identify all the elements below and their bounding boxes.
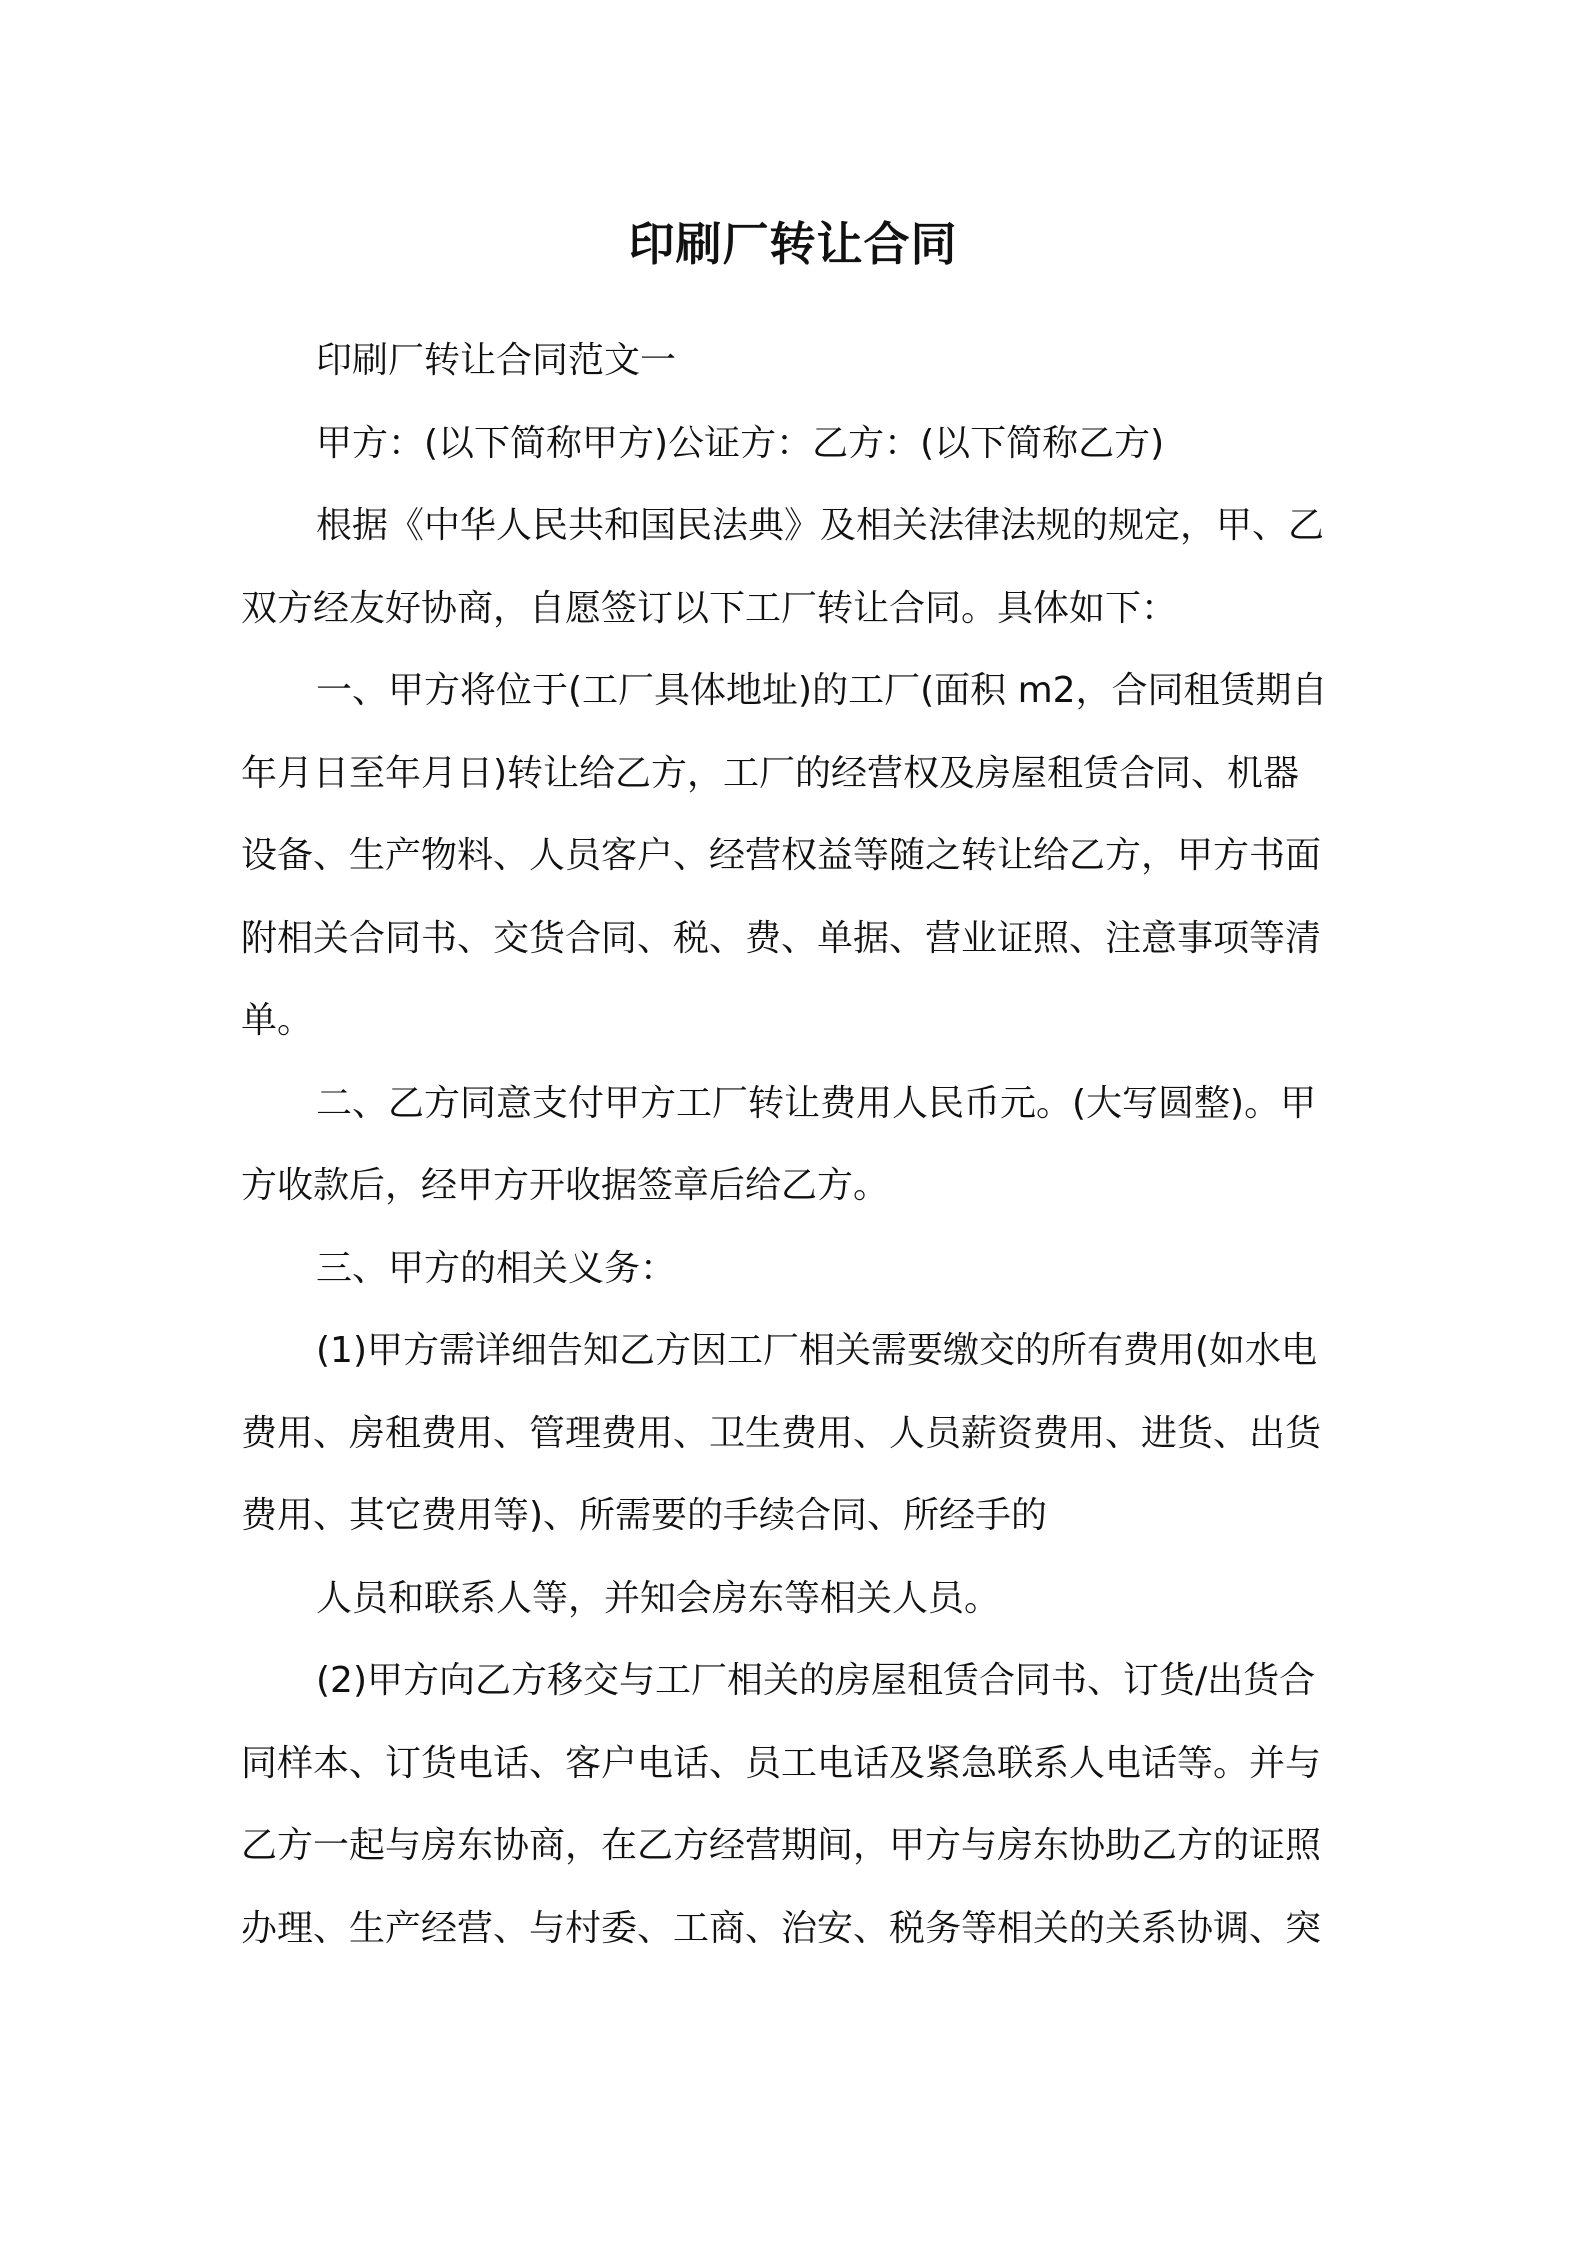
clause-1-paragraph bbox=[241, 650, 1361, 1063]
clause-3-2-paragraph bbox=[241, 1640, 1361, 1970]
clause-heading: 三、甲方的相关义务： bbox=[316, 1247, 677, 1289]
paragraph-line: 根据《中华人民共和国民法典》及相关法律法规的规定，甲、乙 bbox=[316, 505, 1325, 546]
clause-3-1-paragraph bbox=[241, 1310, 1361, 1558]
paragraph-line: 乙方一起与房东协商，在乙方经营期间，甲方与房东协助乙方的证照 bbox=[241, 1825, 1322, 1866]
paragraph-line: (2)甲方向乙方移交与工厂相关的房屋租赁合同书、订货/出货合 bbox=[316, 1660, 1316, 1701]
clause-2-paragraph bbox=[241, 1063, 1361, 1228]
subtitle-paragraph bbox=[241, 320, 1361, 403]
paragraph-line: 年月日至年月日)转让给乙方，工厂的经营权及房屋租赁合同、机器 bbox=[241, 752, 1300, 794]
paragraph-line: 费用、房租费用、管理费用、卫生费用、人员薪资费用、进货、出货 bbox=[241, 1412, 1322, 1454]
paragraph-line: 双方经友好协商，自愿签订以下工厂转让合同。具体如下： bbox=[241, 587, 1178, 629]
paragraph-line: 单。 bbox=[241, 1000, 314, 1041]
paragraph-line: 办理、生产经营、与村委、工商、治安、税务等相关的关系协调、突 bbox=[241, 1907, 1322, 1949]
paragraph-line: 同样本、订货电话、客户电话、员工电话及紧急联系人电话等。并与 bbox=[241, 1742, 1322, 1784]
paragraph-line: 二、乙方同意支付甲方工厂转让费用人民币元。(大写圆整)。甲 bbox=[316, 1082, 1317, 1124]
clause-3-1-continuation bbox=[241, 1558, 1361, 1641]
subtitle: 印刷厂转让合同范文一 bbox=[316, 340, 677, 381]
paragraph-line: 附相关合同书、交货合同、税、费、单据、营业证照、注意事项等清 bbox=[241, 917, 1322, 959]
basis-paragraph bbox=[241, 485, 1361, 650]
paragraph-line: 设备、生产物料、人员客户、经营权益等随之转让给乙方，甲方书面 bbox=[241, 835, 1322, 876]
parties-paragraph bbox=[241, 403, 1361, 486]
paragraph-line: 费用、其它费用等)、所需要的手续合同、所经手的 bbox=[241, 1495, 1048, 1536]
paragraph-line: 方收款后，经甲方开收据签章后给乙方。 bbox=[241, 1165, 890, 1206]
paragraph-line: (1)甲方需详细告知乙方因工厂相关需要缴交的所有费用(如水电 bbox=[316, 1330, 1318, 1371]
document-title: 印刷厂转让合同 bbox=[628, 217, 958, 271]
paragraph-line: 人员和联系人等，并知会房东等相关人员。 bbox=[316, 1577, 1001, 1619]
parties-line: 甲方：(以下简称甲方)公证方：乙方：(以下简称乙方) bbox=[316, 422, 1165, 464]
clause-3-heading-paragraph bbox=[241, 1228, 1361, 1311]
paragraph-line: 一、甲方将位于(工厂具体地址)的工厂(面积 m2，合同租赁期自 bbox=[316, 670, 1328, 711]
document-body bbox=[241, 320, 1361, 1970]
